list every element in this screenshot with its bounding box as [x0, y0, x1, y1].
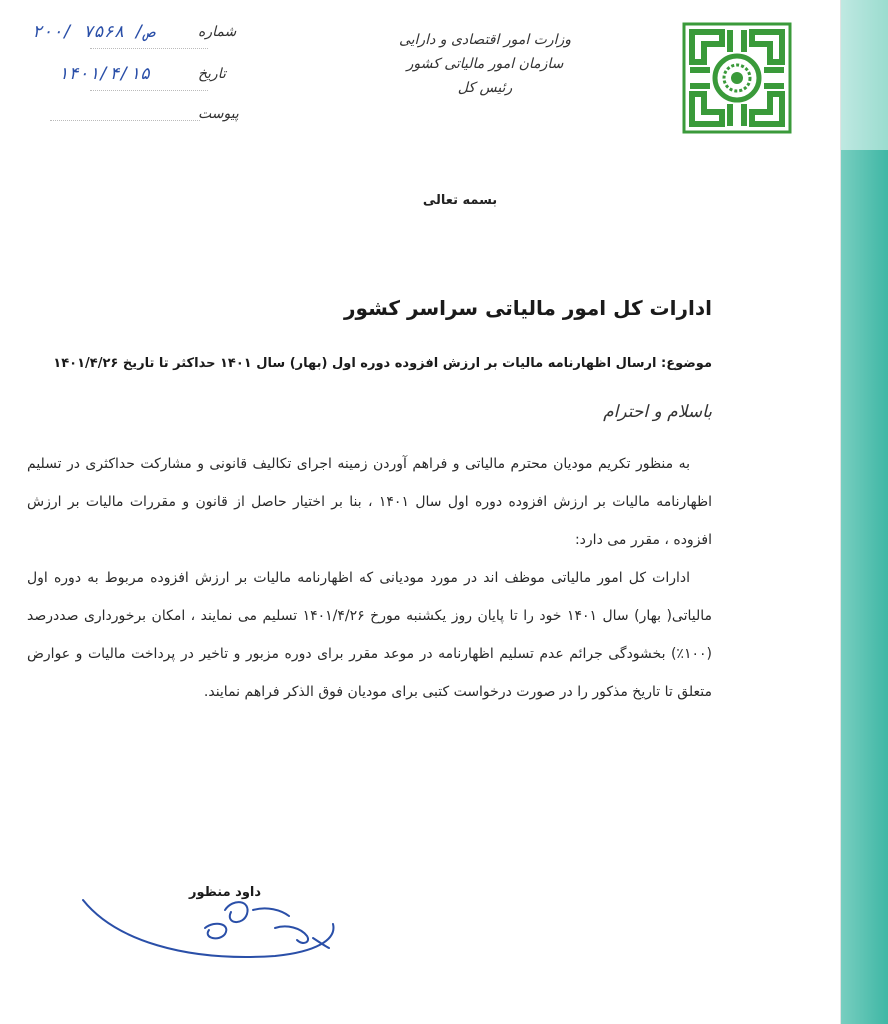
attachment-label: پیوست: [198, 106, 239, 122]
date-value: ۱۴۰۱/۴/۱۵: [58, 64, 151, 84]
signer-name: داود منظور: [188, 885, 262, 900]
ministry-name: وزارت امور اقتصادی و دارایی: [398, 32, 572, 48]
greeting: باسلام و احترام: [603, 402, 712, 422]
tax-organization-logo-icon: [682, 22, 792, 134]
attachment-dotline: [50, 120, 200, 121]
bismillah-heading: بسمه تعالی: [422, 193, 498, 208]
number-label: شماره: [198, 24, 237, 40]
date-label: تاریخ: [198, 66, 226, 82]
office-title: رئیس کل: [457, 80, 513, 96]
letter-body: [27, 445, 712, 711]
body-paragraph: ادارات کل امور مالیاتی موظف اند در مورد مودیانی که اظهارنامه مالیات بر ارزش افزوده مربوط به دوره اول مالیاتی( بهار) سال ۱۴۰۱ خود را تا پایان روز یکشنبه مورخ ۱۴۰۱/۴/۲۶ تسلیم می نمایند ، امکان برخورداری صددرصد (۱۰۰٪) بخشودگی جرائم عدم تسلیم اظهارنامه در موعد مقرر برای دوره مزبور و تاخیر در پرداخت مالیات و عوارض متعلق تا تاریخ مذکور را در صورت درخواست کتبی برای مودیان فوق الذکر فراهم نمایند.: [27, 570, 713, 700]
organization-name: سازمان امور مالیاتی کشور: [406, 56, 564, 72]
letter-meta: [30, 18, 239, 128]
number-dotline: [90, 48, 208, 49]
subject-line: موضوع: ارسال اظهارنامه مالیات بر ارزش افزوده دوره اول (بهار) سال ۱۴۰۱ حداکثر تا تاریخ ۱۴۰۱/۴/۲۶: [53, 356, 712, 371]
ministry-header: [385, 28, 585, 100]
number-value: ۲۰۰/ ۷۵۶۸ /ص: [32, 22, 155, 42]
recipient-heading: ادارات کل امور مالیاتی سراسر کشور: [344, 296, 712, 320]
handwritten-signature: [75, 880, 345, 970]
date-dotline: [90, 90, 208, 91]
body-paragraph: به منظور تکریم مودیان محترم مالیاتی و فراهم آوردن زمینه اجرای تکالیف قانونی و مشارکت حداکثری در تسلیم اظهارنامه مالیات بر ارزش افزوده دوره اول سال ۱۴۰۱ ، بنا بر اختیار حاصل از قانون و مقررات مالیات بر ارزش افزوده ، مقرر می دارد:: [27, 456, 712, 548]
